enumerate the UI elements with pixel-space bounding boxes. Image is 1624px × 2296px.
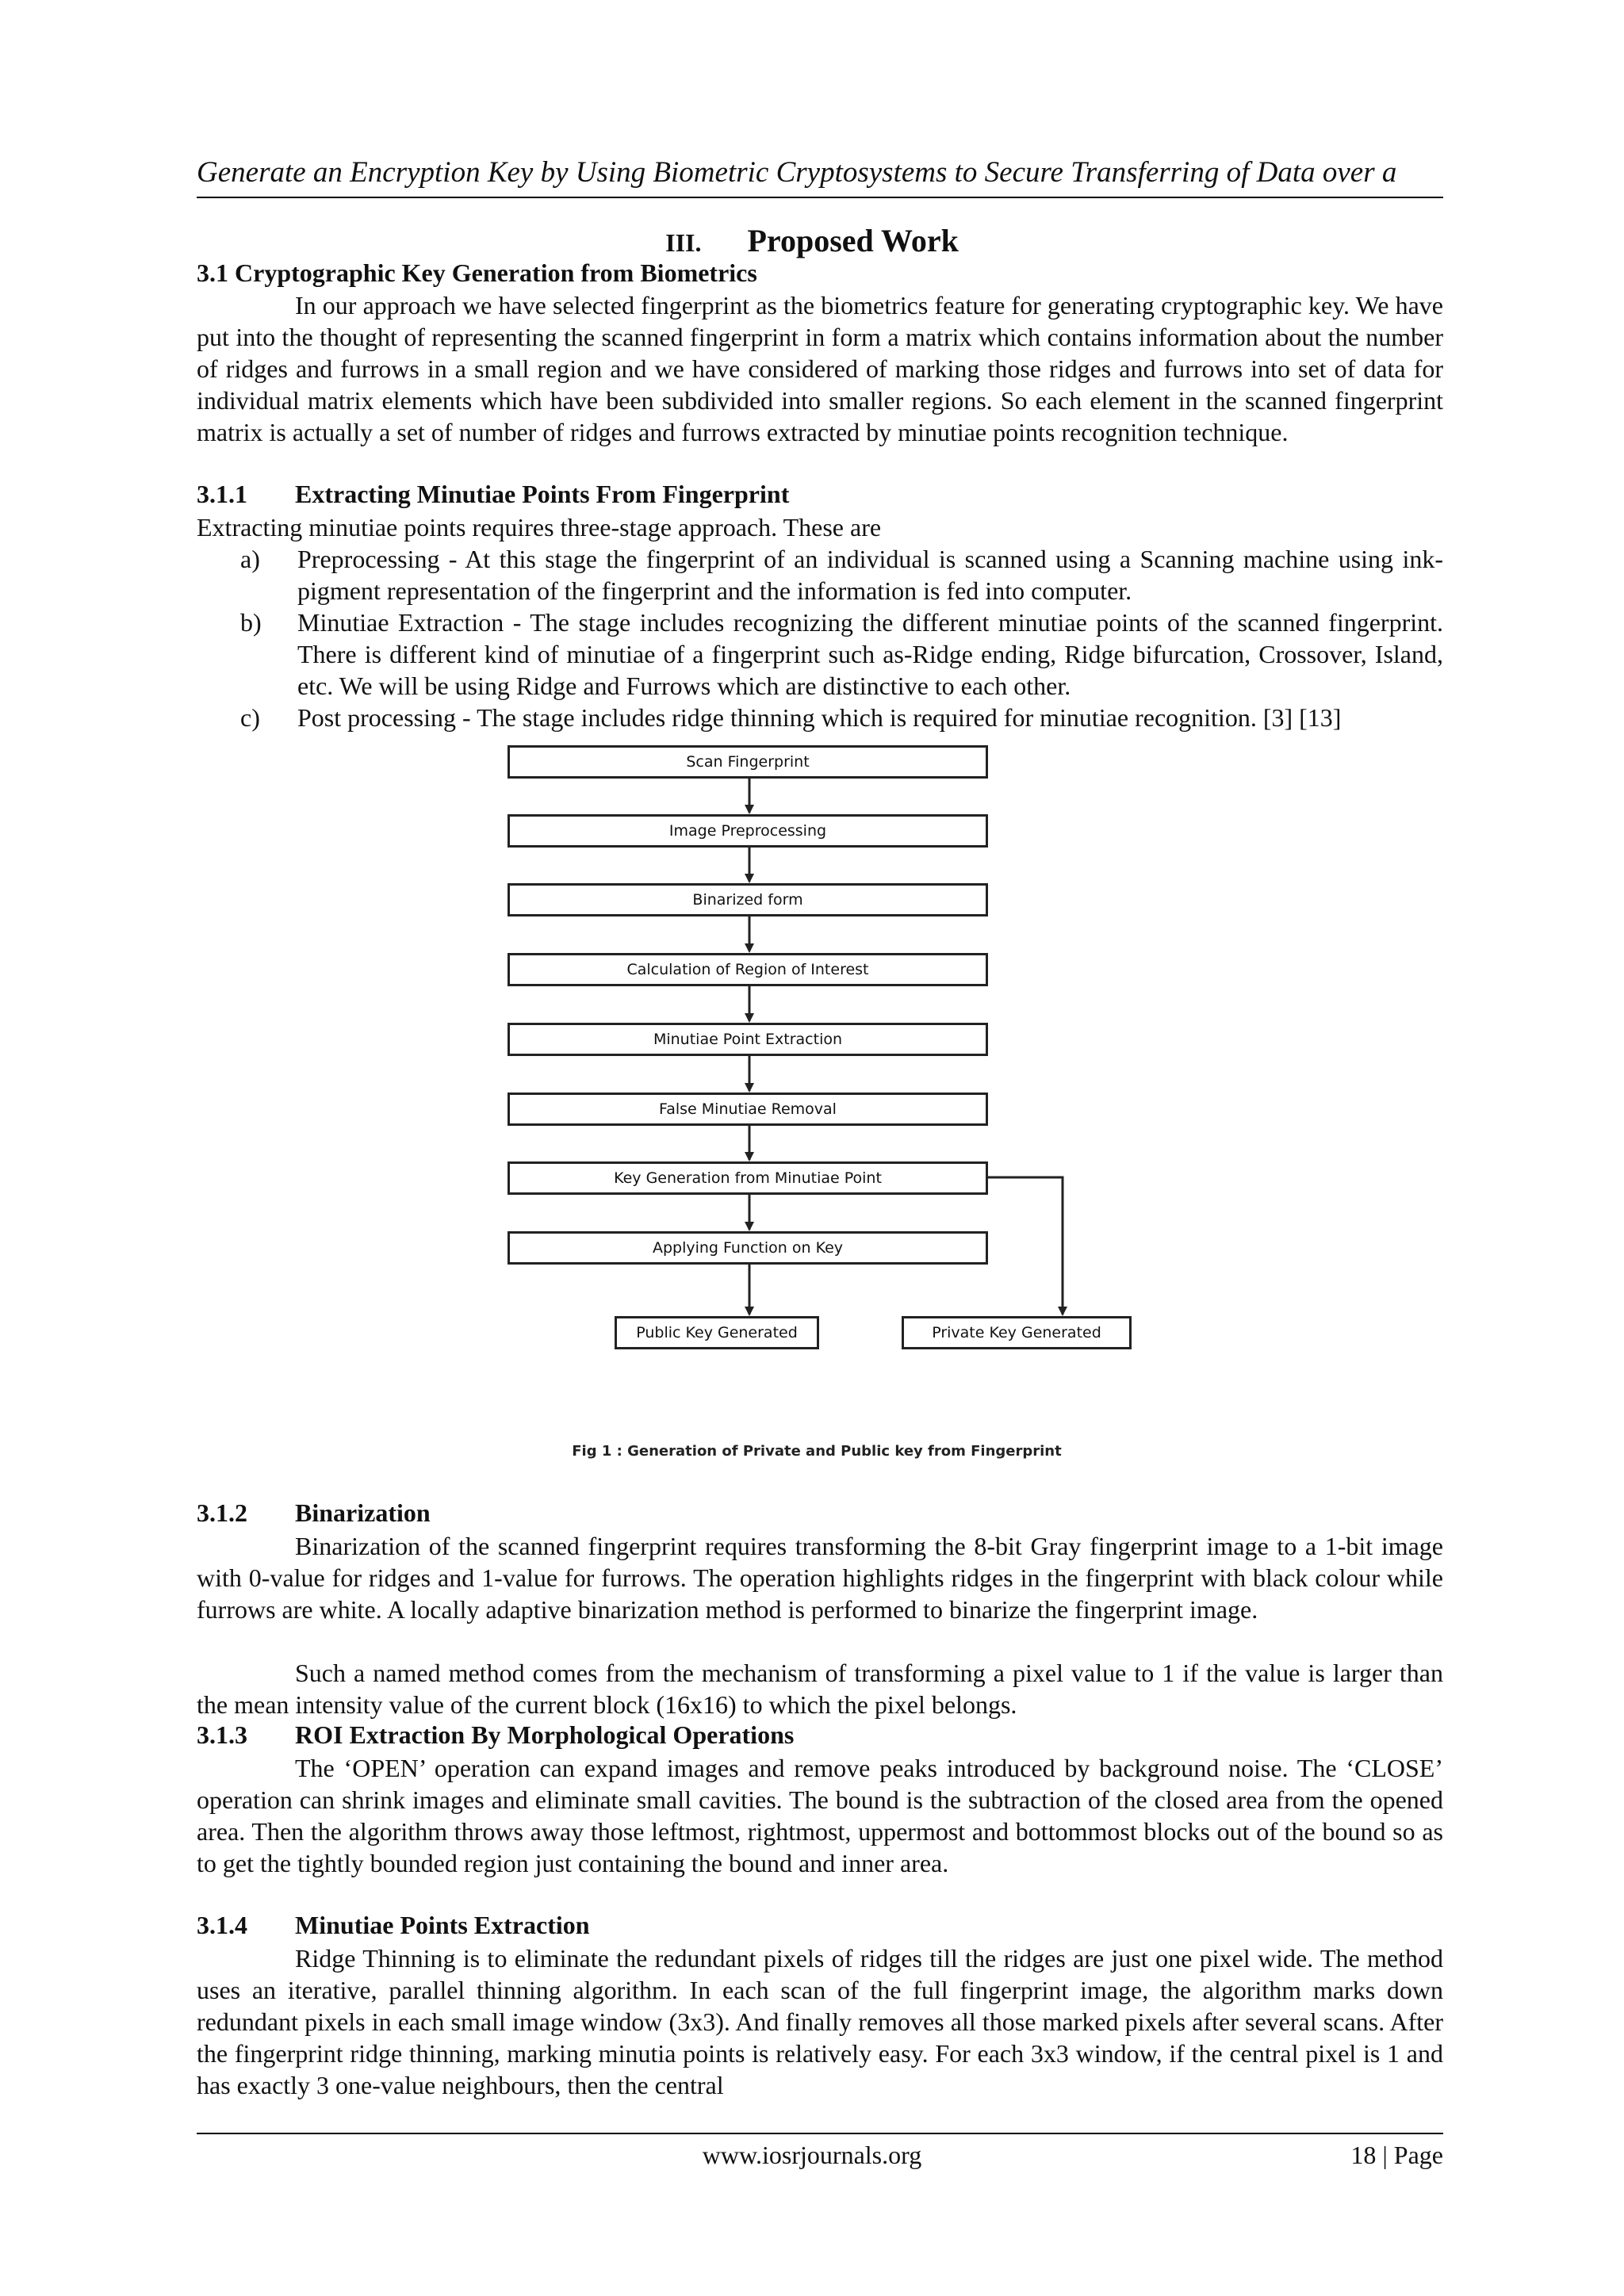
paragraph-3-1-2-b — [197, 1657, 1443, 1720]
public-key-box: Public Key Generated — [615, 1316, 819, 1349]
flow-step: Applying Function on Key — [508, 1231, 988, 1265]
list-item-text: Preprocessing - At this stage the fingerprint of an individual is scanned using a Scanning machine using ink-pigment representation of the fingerprint and the information is fed into computer. — [297, 545, 1443, 605]
heading-3-1-1 — [197, 480, 789, 509]
flow-step: Minutiae Point Extraction — [508, 1023, 988, 1056]
stage-list — [240, 543, 1443, 733]
heading-3-1-4-title: Minutiae Points Extraction — [295, 1911, 590, 1939]
page-number: 18 | Page — [1350, 2141, 1443, 2169]
figure-1 — [476, 745, 1158, 1483]
paragraph-text: Ridge Thinning is to eliminate the redundant pixels of ridges till the ridges are just one pixel wide. The method uses an iterative, parallel thinning algorithm. In each scan of the full fingerprint image, the algorithm marks down redundant pixels in each small image window (3x3). And finally removes all those marked pixels after several scans. After the fingerprint ridge thinning, marking minutia points is relatively easy. For each 3x3 window, if the central pixel is 1 and has exactly 3 one-value neighbours, then the central — [197, 1944, 1443, 2099]
paragraph-text: Such a named method comes from the mechanism of transforming a pixel value to 1 if the value is larger than the mean intensity value of the current block (16x16) to which the pixel belongs. — [197, 1659, 1443, 1719]
list-item — [240, 607, 1443, 702]
flow-step: Key Generation from Minutiae Point — [508, 1161, 988, 1195]
figure-caption: Fig 1 : Generation of Private and Public key from Fingerprint — [572, 1443, 1062, 1460]
list-item — [240, 543, 1443, 607]
heading-3-1-2-number: 3.1.2 — [197, 1498, 247, 1527]
heading-3-1-4 — [197, 1911, 590, 1940]
section-title — [0, 222, 1624, 259]
flow-step: Binarized form — [508, 883, 988, 916]
list-marker: a) — [240, 545, 260, 573]
section-number: III. — [665, 228, 702, 257]
running-header: Generate an Encryption Key by Using Biometric Cryptosystems to Secure Transferring of Data over a — [197, 156, 1397, 189]
heading-3-1: 3.1 Cryptographic Key Generation from Biometrics — [197, 258, 757, 287]
footer-rule — [197, 2133, 1443, 2134]
heading-3-1-3-title: ROI Extraction By Morphological Operations — [295, 1720, 795, 1749]
private-key-box: Private Key Generated — [902, 1316, 1132, 1349]
paragraph-3-1 — [197, 289, 1443, 448]
list-marker: b) — [240, 608, 262, 637]
heading-3-1-2 — [197, 1498, 431, 1528]
paragraph-3-1-2-a — [197, 1530, 1443, 1625]
list-item-text: Post processing - The stage includes ridge thinning which is required for minutiae recognition. [3] [13] — [297, 703, 1342, 732]
heading-3-1-1-number: 3.1.1 — [197, 480, 247, 508]
footer-url: www.iosrjournals.org — [702, 2141, 922, 2169]
heading-3-1-3 — [197, 1720, 794, 1750]
section-title-text: Proposed Work — [747, 223, 959, 258]
list-item — [240, 702, 1443, 733]
flow-step: False Minutiae Removal — [508, 1093, 988, 1126]
flow-step: Image Preprocessing — [508, 814, 988, 848]
header-rule — [197, 197, 1443, 198]
flow-step: Scan Fingerprint — [508, 745, 988, 779]
paragraph-3-1-4 — [197, 1942, 1443, 2101]
paragraph-3-1-3 — [197, 1752, 1443, 1879]
paragraph-text: Binarization of the scanned fingerprint requires transforming the 8-bit Gray fingerprint image to a 1-bit image with 0-value for ridges and 1-value for furrows. The operation highlights ridges in the fingerprint with black colour while furrows are white. A locally adaptive binarization method is performed to binarize the fingerprint image. — [197, 1532, 1443, 1624]
branch-arrow — [986, 1177, 1063, 1314]
list-item-text: Minutiae Extraction - The stage includes recognizing the different minutiae points of the scanned fingerprint. There is different kind of minutiae of a fingerprint such as-Ridge ending, Ridge bifurcation, Crossover, Island, etc. We will be using Ridge and Furrows which are distinctive to each other. — [297, 608, 1443, 700]
heading-3-1-3-number: 3.1.3 — [197, 1720, 247, 1749]
heading-3-1-2-title: Binarization — [295, 1498, 431, 1527]
list-marker: c) — [240, 703, 260, 732]
heading-3-1-1-title: Extracting Minutiae Points From Fingerprint — [295, 480, 790, 508]
flow-step: Calculation of Region of Interest — [508, 953, 988, 986]
paragraph-3-1-text: In our approach we have selected fingerprint as the biometrics feature for generating cryptographic key. We have put into the thought of representing the scanned fingerprint in form a matrix which contains information about the number of ridges and furrows in a small region and we have considered of marking those ridges and furrows into set of data for individual matrix elements which have been subdivided into smaller regions. So each element in the scanned fingerprint matrix is actually a set of number of ridges and furrows extracted by minutiae points recognition technique. — [197, 291, 1443, 446]
list-intro: Extracting minutiae points requires three-stage approach. These are — [197, 513, 882, 541]
heading-3-1-4-number: 3.1.4 — [197, 1911, 247, 1939]
paragraph-text: The ‘OPEN’ operation can expand images and remove peaks introduced by background noise. The ‘CLOSE’ operation can shrink images and eliminate small cavities. The bound is the subtraction of the closed area from the opened area. Then the algorithm throws away those leftmost, rightmost, uppermost and bottommost blocks out of the bound so as to get the tightly bounded region just containing the bound and inner area. — [197, 1754, 1443, 1877]
